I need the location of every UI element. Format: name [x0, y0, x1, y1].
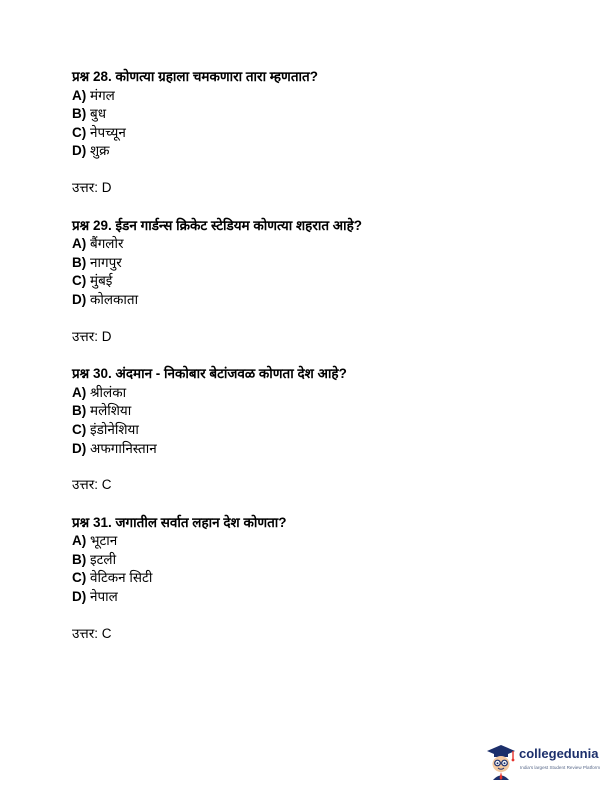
question-prefix: प्रश्न: [72, 366, 93, 382]
option-c: [72, 124, 552, 143]
option-d: [72, 588, 552, 607]
question-body: ईडन गार्डन्स क्रिकेट स्टेडियम कोणत्या शहरात आहे?: [111, 217, 363, 233]
question-number: 28.: [92, 69, 112, 84]
option-d: [72, 142, 552, 161]
option-b: [72, 254, 552, 273]
question-28: [72, 68, 552, 198]
answer-line: उत्तर: D: [72, 179, 112, 195]
question-body: अंदमान - निकोबार बेटांजवळ कोणता देश आहे?: [111, 366, 347, 382]
question-body: जगातील सर्वात लहान देश कोणता?: [111, 514, 287, 530]
question-31: [72, 514, 552, 644]
option-key: C): [72, 273, 87, 289]
option-text: मुंबई: [86, 273, 113, 289]
question-list: [72, 68, 552, 662]
option-a: [72, 532, 552, 551]
option-text: मंगल: [86, 87, 115, 103]
option-key: C): [72, 570, 87, 586]
option-key: D): [72, 589, 87, 605]
option-a: [72, 384, 552, 403]
option-text: बुध: [86, 106, 107, 122]
option-key: D): [72, 291, 87, 307]
option-b: [72, 105, 552, 124]
option-key: B): [72, 403, 87, 419]
option-key: B): [72, 106, 87, 122]
option-key: C): [72, 421, 87, 437]
option-text: शुक्र: [86, 143, 110, 159]
option-key: B): [72, 254, 87, 270]
question-text: [72, 68, 552, 87]
question-prefix: प्रश्न: [72, 217, 93, 233]
option-d: [72, 291, 552, 310]
option-b: [72, 402, 552, 421]
option-text: भूटान: [86, 533, 118, 549]
answer-line: उत्तर: C: [72, 625, 112, 641]
option-text: नेपाल: [86, 589, 118, 605]
option-c: [72, 569, 552, 588]
option-text: अफगानिस्तान: [86, 440, 157, 456]
option-text: नेपच्यून: [86, 124, 126, 140]
option-d: [72, 440, 552, 459]
option-key: A): [72, 236, 87, 252]
option-key: D): [72, 143, 87, 159]
option-text: वेटिकन सिटी: [86, 570, 153, 586]
option-a: [72, 235, 552, 254]
option-b: [72, 551, 552, 570]
option-text: इटली: [86, 551, 117, 567]
question-number: 30.: [92, 366, 112, 382]
question-number: 29.: [92, 217, 112, 233]
logo-tagline: India's largest Student Review Platform: [520, 765, 601, 770]
option-text: इंडोनेशिया: [86, 421, 139, 437]
answer-line: उत्तर: D: [72, 328, 112, 344]
answer-line: उत्तर: C: [72, 477, 112, 493]
option-a: [72, 87, 552, 106]
collegedunia-logo: [484, 742, 608, 782]
question-prefix: प्रश्न: [72, 69, 93, 84]
logo-wordmark: collegedunia: [519, 746, 599, 761]
question-text: [72, 365, 552, 384]
option-text: बैंगलोर: [86, 236, 124, 252]
option-c: [72, 272, 552, 291]
question-text: [72, 514, 552, 533]
option-key: A): [72, 533, 87, 549]
question-prefix: प्रश्न: [72, 514, 93, 530]
question-text: [72, 217, 552, 236]
option-key: B): [72, 551, 87, 567]
option-text: कोलकाता: [86, 291, 139, 307]
question-30: [72, 365, 552, 495]
option-key: D): [72, 440, 87, 456]
option-text: मलेशिया: [86, 403, 132, 419]
option-key: A): [72, 87, 87, 103]
option-key: A): [72, 384, 87, 400]
option-text: श्रीलंका: [86, 384, 127, 400]
option-text: नागपुर: [86, 254, 122, 270]
question-body: कोणत्या ग्रहाला चमकणारा तारा म्हणतात?: [111, 69, 318, 84]
question-29: [72, 217, 552, 347]
option-key: C): [72, 124, 87, 140]
question-number: 31.: [92, 514, 112, 530]
mascot-icon: [484, 742, 518, 782]
option-c: [72, 421, 552, 440]
